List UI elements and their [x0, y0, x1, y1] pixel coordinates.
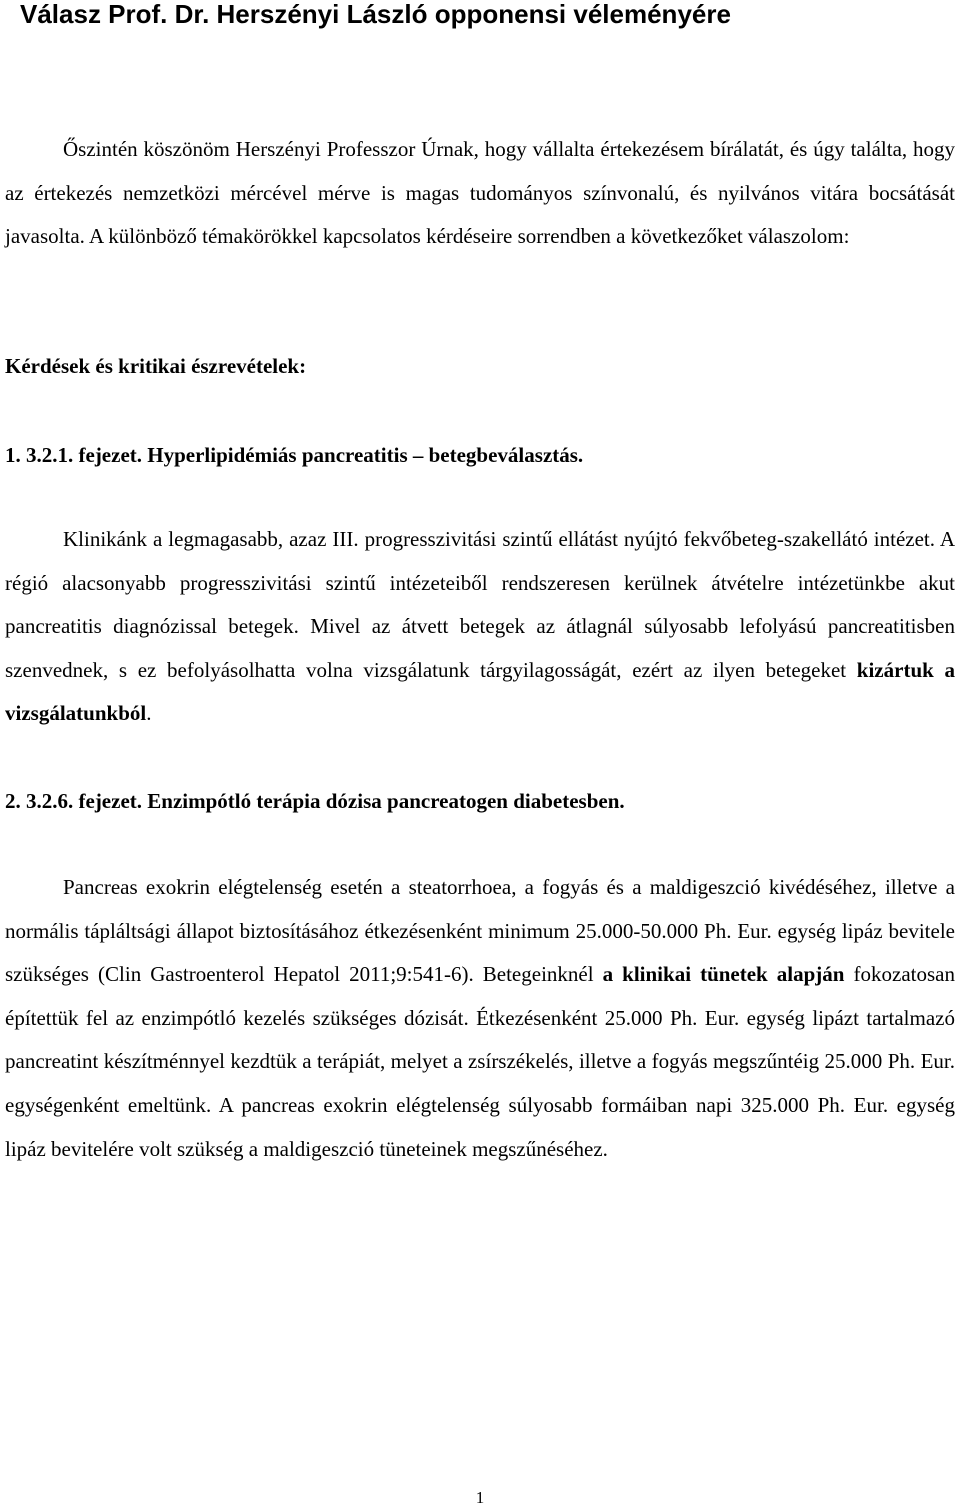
question-1-answer-emphasis: kizártuk a vizsgálatunkból: [5, 657, 955, 726]
page-number: 1: [475, 1488, 485, 1507]
question-2-answer-rest: fokozatosan építettük fel az enzimpótló kezelés szükséges dózisát. Étkezésenként 25.000 Ph. Eur. egység lipázt tartalmazó pancreatint készítménnyel kezdtük a terápiát, melyet a zsírszékelés, illetve a fogyás megszűntéig 25.000 Ph. Eur. egységenként emeltünk. A pancreas exokrin elégtelenség súlyosabb formáiban napi 325.000 Ph. Eur. egység lipáz bevitelére volt szükség a maldigeszció tüneteinek megszűnéséhez.: [5, 962, 955, 1161]
section-heading: Kérdések és kritikai észrevételek:: [5, 354, 307, 378]
question-2-heading: 2. 3.2.6. fejezet. Enzimpótló terápia dózisa pancreatogen diabetesben.: [5, 789, 625, 813]
question-1-heading: 1. 3.2.1. fejezet. Hyperlipidémiás pancreatitis – betegbeválasztás.: [5, 443, 584, 467]
intro-paragraph: Őszintén köszönöm Herszényi Professzor Úrnak, hogy vállalta értekezésem bírálatát, és úgy találta, hogy az értekezés nemzetközi mércével mérve is magas tudományos színvonalú, és nyilvános vitára bocsátását javasolta. A különböző témakörökkel kapcsolatos kérdéseire sorrendben a következőket válaszolom:: [5, 137, 955, 249]
question-1-answer-end: .: [146, 701, 152, 726]
question-2-answer-emphasis: a klinikai tünetek alapján: [602, 962, 845, 987]
question-1-answer: [5, 518, 955, 736]
question-1-answer-text: Klinikánk a legmagasabb, azaz III. progresszivitási szintű ellátást nyújtó fekvőbeteg-szakellátó intézet. A régió alacsonyabb progresszivitási szintű intézeteiből rendszeresen kerülnek átvételre intézetünkbe akut pancreatitis diagnózissal betegek. Mivel az átvett betegek az átlagnál súlyosabb lefolyású pancreatitisben szenvednek, s ez befolyásolhatta volna vizsgálatunk tárgyilagosságát, ezért az ilyen betegeket: [5, 527, 955, 682]
question-2-answer-text: Pancreas exokrin elégtelenség esetén a steatorrhoea, a fogyás és a maldigeszció kivédéséhez, illetve a normális tápláltsági állapot biztosításához étkezésenként minimum 25.000-50.000 Ph. Eur. egység lipáz bevitele szükséges (Clin Gastroenterol Hepatol 2011;9:541-6). Betegeinknél: [5, 875, 955, 987]
document-title: Válasz Prof. Dr. Herszényi László opponensi véleményére: [20, 0, 731, 29]
question-2-answer: [5, 866, 955, 1171]
